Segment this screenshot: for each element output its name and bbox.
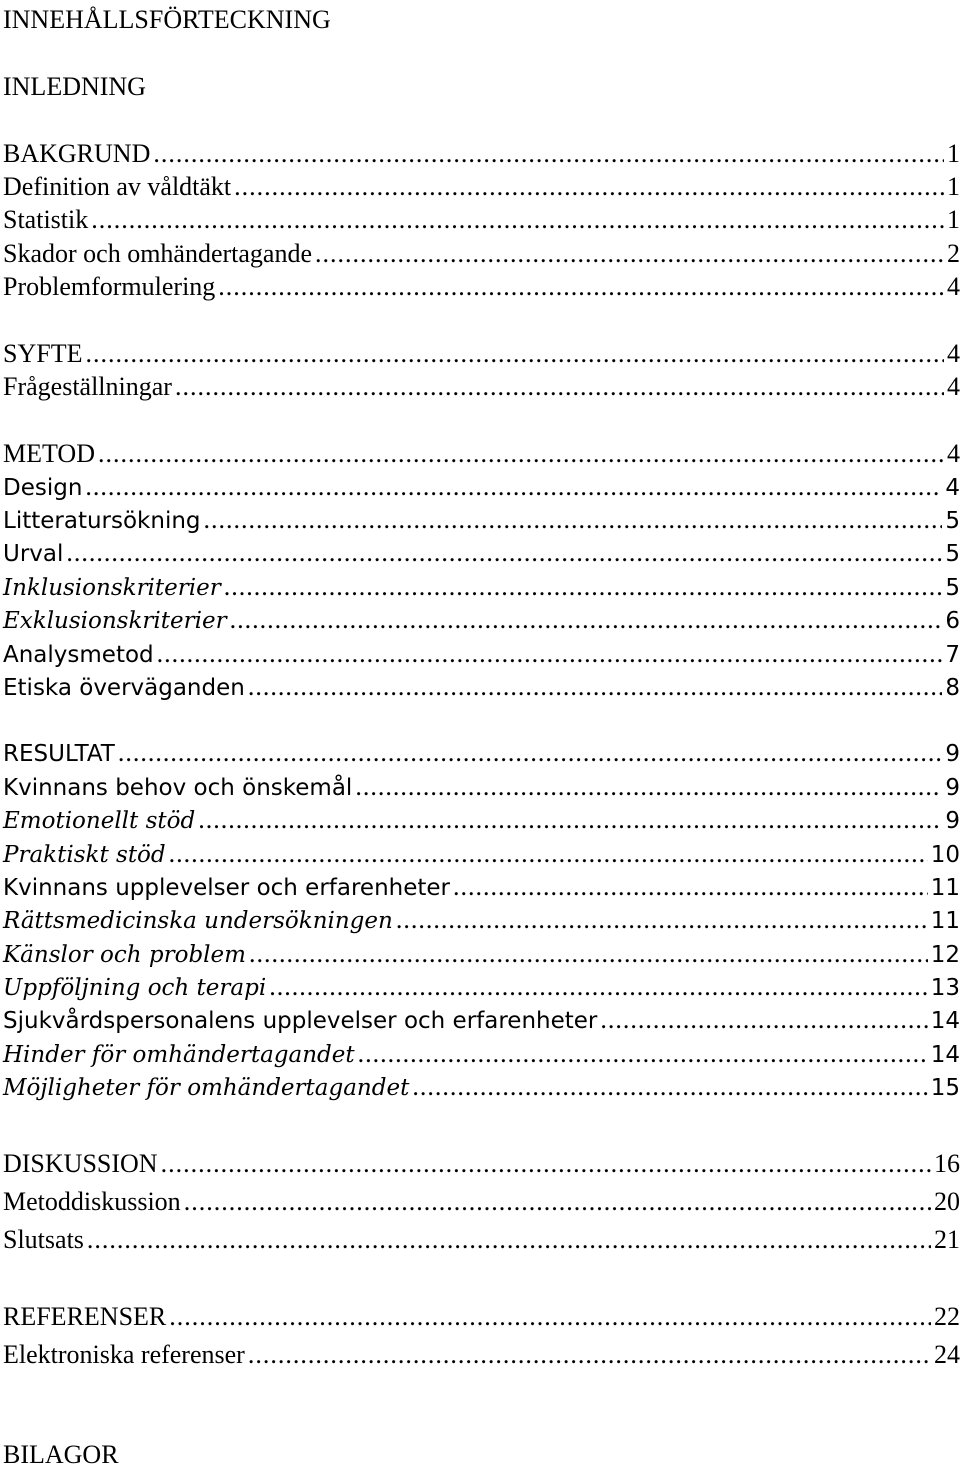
dot-leader xyxy=(161,1149,931,1179)
toc-entry-hinder[interactable] xyxy=(3,1039,960,1070)
toc-entry-label: METOD xyxy=(3,439,95,468)
dot-leader xyxy=(169,839,928,869)
toc-entry-sjukvardspersonalens[interactable] xyxy=(3,1005,960,1036)
toc-entry-label: Känslor och problem xyxy=(3,942,246,968)
dot-leader xyxy=(175,372,944,402)
dot-leader xyxy=(412,1072,927,1102)
toc-entry-fragestallningar[interactable] xyxy=(3,372,960,402)
toc-entry-design[interactable] xyxy=(3,472,960,503)
dot-leader xyxy=(91,205,944,235)
toc-entry-label: Möjligheter för omhändertagandet xyxy=(3,1075,410,1101)
toc-entry-label: Sjukvårdspersonalens upplevelser och erfarenheter xyxy=(3,1008,598,1034)
toc-entry-referenser[interactable] xyxy=(3,1302,960,1332)
dot-leader xyxy=(224,572,943,602)
toc-entry-page: 21 xyxy=(934,1225,960,1254)
dot-leader xyxy=(98,439,944,469)
toc-entry-slutsats[interactable] xyxy=(3,1225,960,1255)
toc-entry-metoddiskussion[interactable] xyxy=(3,1187,960,1217)
toc-entry-metod[interactable] xyxy=(3,439,960,469)
toc-entry-label: Metoddiskussion xyxy=(3,1187,181,1216)
dot-leader xyxy=(358,1039,928,1069)
dot-leader xyxy=(453,872,928,902)
toc-entry-page: 10 xyxy=(930,842,960,868)
toc-entry-kvinnans-upplevelser[interactable] xyxy=(3,872,960,903)
toc-entry-page: 24 xyxy=(934,1340,960,1369)
toc-entry-page: 9 xyxy=(945,808,960,834)
toc-entry-page: 4 xyxy=(947,372,960,401)
toc-entry-page: 16 xyxy=(934,1149,960,1178)
toc-entry-label: RESULTAT xyxy=(3,741,115,767)
toc-entry-page: 4 xyxy=(945,475,960,501)
dot-leader xyxy=(396,905,928,935)
toc-entry-page: 13 xyxy=(930,975,960,1001)
toc-entry-page: 1 xyxy=(947,172,960,201)
toc-entry-label: REFERENSER xyxy=(3,1302,167,1331)
toc-entry-page: 5 xyxy=(945,541,960,567)
toc-entry-inklusionskriterier[interactable] xyxy=(3,572,960,603)
dot-leader xyxy=(248,1340,931,1370)
toc-entry-analysmetod[interactable] xyxy=(3,639,960,670)
toc-entry-page: 15 xyxy=(930,1075,960,1101)
toc-entry-page: 4 xyxy=(947,272,960,301)
dot-leader xyxy=(153,139,944,169)
toc-entry-page: 1 xyxy=(947,205,960,234)
toc-entry-label: Uppföljning och terapi xyxy=(3,975,267,1001)
dot-leader xyxy=(248,672,943,702)
toc-entry-label: Elektroniska referenser xyxy=(3,1340,245,1369)
dot-leader xyxy=(85,472,942,502)
toc-entry-page: 4 xyxy=(947,339,960,368)
toc-entry-label: Hinder för omhändertagandet xyxy=(3,1042,355,1068)
dot-leader xyxy=(600,1005,927,1035)
toc-entry-diskussion[interactable] xyxy=(3,1149,960,1179)
toc-entry-label: Problemformulering xyxy=(3,272,216,301)
toc-entry-page: 6 xyxy=(945,608,960,634)
toc-entry-label: Exklusionskriterier xyxy=(3,608,227,634)
toc-entry-litteratursokning[interactable] xyxy=(3,505,960,536)
dot-leader xyxy=(169,1302,931,1332)
dot-leader xyxy=(157,639,943,669)
dot-leader xyxy=(204,505,943,535)
toc-entry-page: 12 xyxy=(930,942,960,968)
toc-entry-label: Slutsats xyxy=(3,1225,84,1254)
toc-entry-label: Frågeställningar xyxy=(3,372,172,401)
toc-entry-label: Inklusionskriterier xyxy=(3,575,221,601)
toc-entry-page: 11 xyxy=(930,875,960,901)
toc-entry-page: 1 xyxy=(947,139,960,168)
dot-leader xyxy=(66,538,942,568)
toc-entry-label: Kvinnans upplevelser och erfarenheter xyxy=(3,875,451,901)
toc-entry-label: Design xyxy=(3,475,83,501)
dot-leader xyxy=(234,172,944,202)
toc-entry-page: 14 xyxy=(930,1008,960,1034)
toc-entry-definition[interactable] xyxy=(3,172,960,202)
toc-entry-label: Analysmetod xyxy=(3,642,154,668)
dot-leader xyxy=(218,272,944,302)
toc-entry-label: Skador och omhändertagande xyxy=(3,239,313,268)
toc-entry-kvinnans-behov[interactable] xyxy=(3,772,960,803)
dot-leader xyxy=(184,1187,931,1217)
toc-entry-label: Litteratursökning xyxy=(3,508,201,534)
toc-entry-page: 22 xyxy=(934,1302,960,1331)
dot-leader xyxy=(315,239,944,269)
toc-entry-uppfoljning[interactable] xyxy=(3,972,960,1003)
toc-entry-skador[interactable] xyxy=(3,239,960,269)
dot-leader xyxy=(269,972,928,1002)
dot-leader xyxy=(230,605,943,635)
toc-entry-label: DISKUSSION xyxy=(3,1149,158,1178)
toc-entry-page: 4 xyxy=(947,439,960,468)
toc-entry-exklusionskriterier[interactable] xyxy=(3,605,960,636)
dot-leader xyxy=(87,1225,931,1255)
toc-entry-label: Kvinnans behov och önskemål xyxy=(3,775,353,801)
toc-entry-label: BAKGRUND xyxy=(3,139,151,168)
toc-heading-bilagor: BILAGOR xyxy=(3,1440,119,1469)
toc-entry-page: 9 xyxy=(945,775,960,801)
toc-entry-page: 7 xyxy=(945,642,960,668)
toc-entry-page: 8 xyxy=(945,675,960,701)
toc-entry-label: Statistik xyxy=(3,205,89,234)
toc-entry-urval[interactable] xyxy=(3,538,960,569)
toc-entry-syfte[interactable] xyxy=(3,339,960,369)
toc-heading-inledning: INLEDNING xyxy=(3,72,146,101)
dot-leader xyxy=(249,939,928,969)
toc-entry-kanslor[interactable] xyxy=(3,939,960,970)
toc-entry-etiska[interactable] xyxy=(3,672,960,703)
toc-entry-page: 5 xyxy=(945,575,960,601)
toc-entry-emotionellt-stod[interactable] xyxy=(3,805,960,836)
dot-leader xyxy=(85,339,944,369)
toc-entry-rattsmedicinska[interactable] xyxy=(3,905,960,936)
toc-entry-label: Praktiskt stöd xyxy=(3,842,166,868)
toc-entry-page: 11 xyxy=(930,908,960,934)
dot-leader xyxy=(198,805,942,835)
toc-entry-mojligheter[interactable] xyxy=(3,1072,960,1103)
toc-entry-label: SYFTE xyxy=(3,339,83,368)
toc-entry-label: Definition av våldtäkt xyxy=(3,172,232,201)
toc-entry-bakgrund[interactable] xyxy=(3,139,960,169)
toc-entry-label: Emotionellt stöd xyxy=(3,808,196,834)
dot-leader xyxy=(118,738,943,768)
dot-leader xyxy=(355,772,942,802)
toc-entry-page: 20 xyxy=(934,1187,960,1216)
toc-entry-page: 5 xyxy=(945,508,960,534)
toc-entry-label: Rättsmedicinska undersökningen xyxy=(3,908,393,934)
toc-entry-elektroniska[interactable] xyxy=(3,1340,960,1370)
toc-entry-label: Etiska överväganden xyxy=(3,675,245,701)
toc-entry-praktiskt-stod[interactable] xyxy=(3,839,960,870)
toc-entry-page: 2 xyxy=(947,239,960,268)
toc-entry-label: Urval xyxy=(3,541,64,567)
toc-entry-problemformulering[interactable] xyxy=(3,272,960,302)
toc-title: INNEHÅLLSFÖRTECKNING xyxy=(3,5,331,34)
toc-entry-page: 14 xyxy=(930,1042,960,1068)
toc-entry-page: 9 xyxy=(945,741,960,767)
toc-entry-resultat[interactable] xyxy=(3,738,960,769)
toc-entry-statistik[interactable] xyxy=(3,205,960,235)
